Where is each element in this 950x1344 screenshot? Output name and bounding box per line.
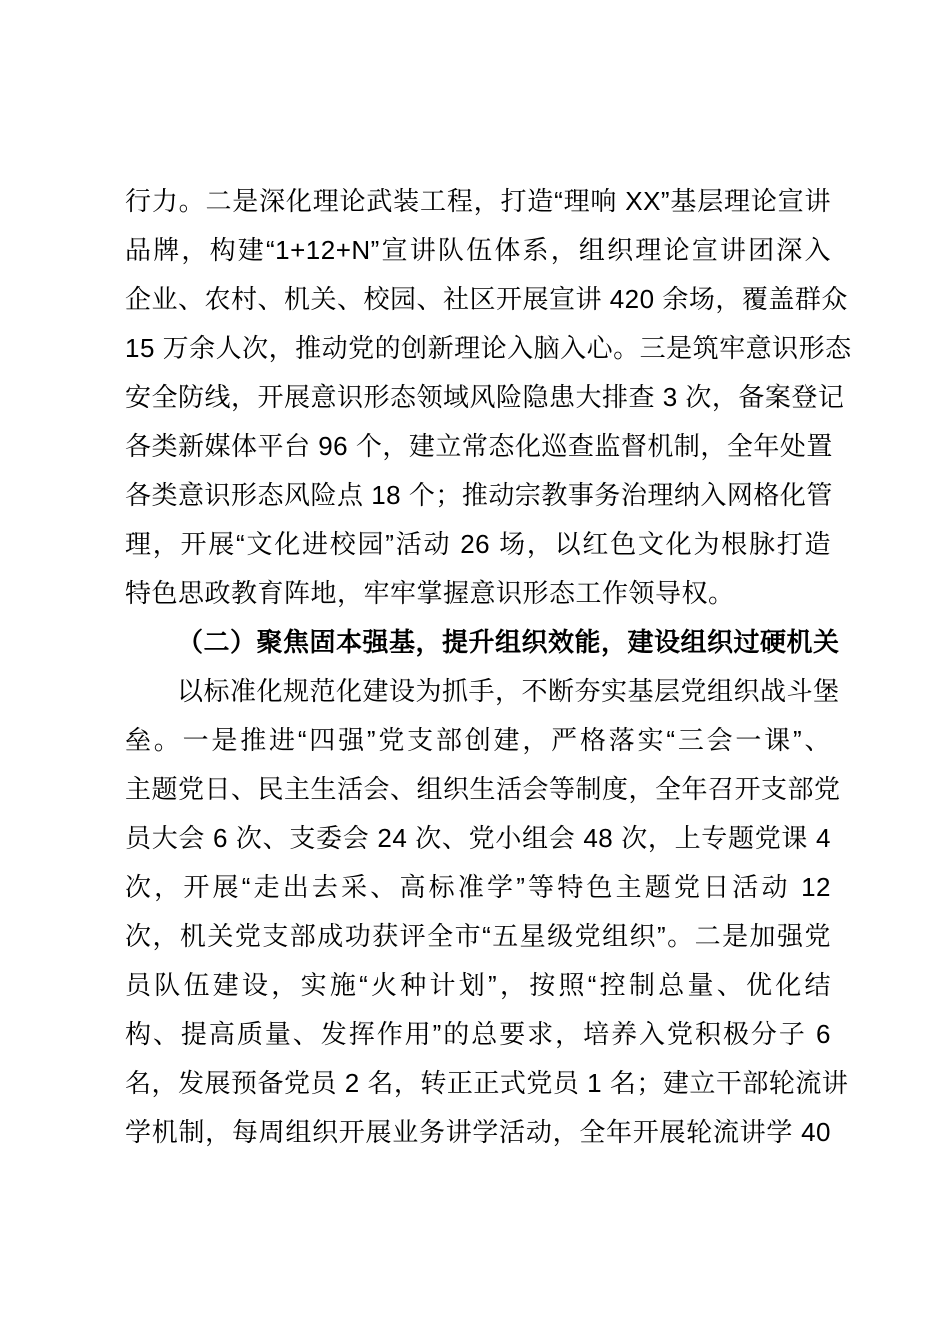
text-line: 15 万余人次，推动党的创新理论入脑入心。三是筑牢意识形态 bbox=[125, 333, 852, 363]
text-line: 行力。二是深化理论武装工程，打造“理响 XX”基层理论宣讲 bbox=[125, 186, 831, 216]
document-body bbox=[125, 177, 852, 1157]
text-line: 员队伍建设，实施“火种计划”，按照“控制总量、优化结 bbox=[125, 970, 831, 1000]
text-line: 构、提高质量、发挥作用”的总要求，培养入党积极分子 6 bbox=[125, 1019, 831, 1049]
text-line-paragraph-start: 以标准化规范化建设为抓手，不断夯实基层党组织战斗堡 bbox=[177, 676, 840, 706]
text-line: 主题党日、民主生活会、组织生活会等制度，全年召开支部党 bbox=[125, 774, 841, 804]
text-line: 安全防线，开展意识形态领域风险隐患大排查 3 次，备案登记 bbox=[125, 382, 845, 412]
text-line: 品牌，构建“1+12+N”宣讲队伍体系，组织理论宣讲团深入 bbox=[125, 235, 831, 265]
text-line: 理，开展“文化进校园”活动 26 场，以红色文化为根脉打造 bbox=[125, 529, 831, 559]
text-line: 学机制，每周组织开展业务讲学活动，全年开展轮流讲学 40 bbox=[125, 1117, 831, 1147]
text-line-paragraph-end: 特色思政教育阵地，牢牢掌握意识形态工作领导权。 bbox=[125, 578, 735, 608]
text-line: 次，机关党支部成功获评全市“五星级党组织”。二是加强党 bbox=[125, 921, 831, 951]
text-line: 各类意识形态风险点 18 个；推动宗教事务治理纳入网格化管 bbox=[125, 480, 833, 510]
section-heading: （二）聚焦固本强基，提升组织效能，建设组织过硬机关 bbox=[177, 627, 840, 657]
text-line: 垒。一是推进“四强”党支部创建，严格落实“三会一课”、 bbox=[125, 725, 831, 755]
text-line: 次，开展“走出去采、高标准学”等特色主题党日活动 12 bbox=[125, 872, 831, 902]
text-line: 各类新媒体平台 96 个，建立常态化巡查监督机制，全年处置 bbox=[125, 431, 833, 461]
text-line: 员大会 6 次、支委会 24 次、党小组会 48 次，上专题党课 4 bbox=[125, 823, 831, 853]
text-line: 名，发展预备党员 2 名，转正正式党员 1 名；建立干部轮流讲 bbox=[125, 1068, 849, 1098]
text-line: 企业、农村、机关、校园、社区开展宣讲 420 余场，覆盖群众 bbox=[125, 284, 848, 314]
